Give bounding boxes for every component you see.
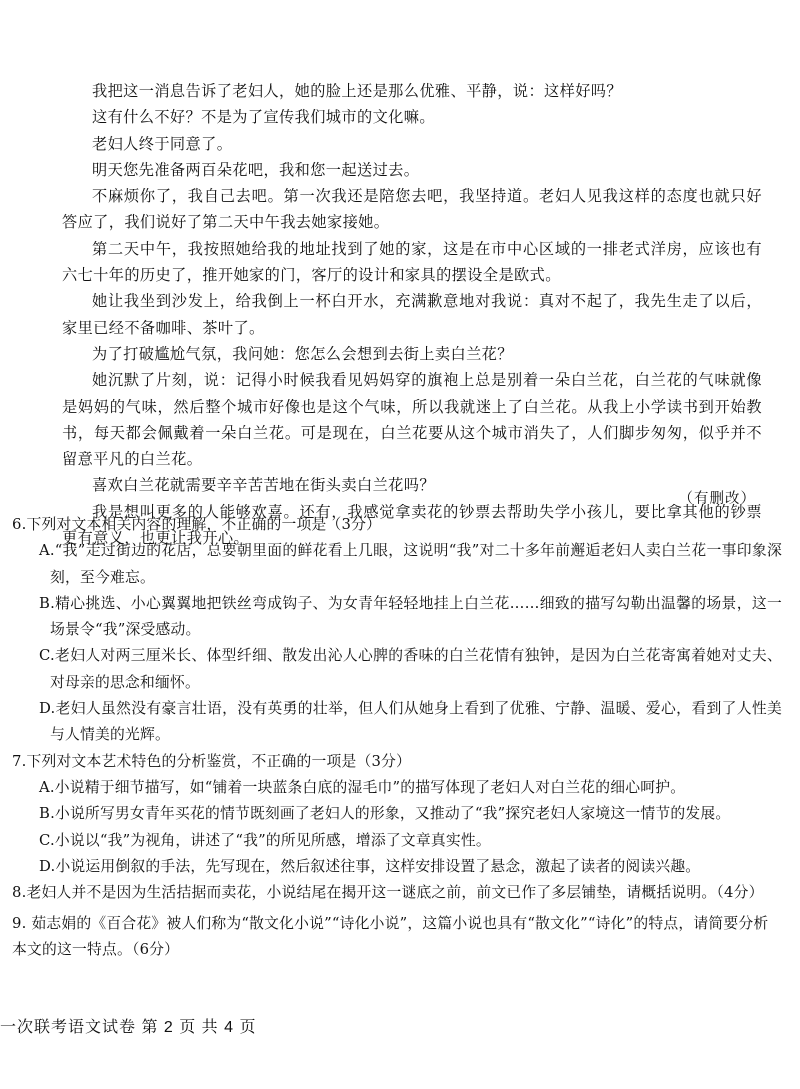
question-stem: 6.下列对文本相关内容的理解，不正确的一项是（3分） [12,516,382,533]
story-paragraph: 这有什么不好？不是为了宣传我们城市的文化嘛。 [92,108,435,127]
question-9 [12,911,782,964]
option-c: C.小说以“我”为视角，讲述了“我”的所见所感，增添了文章真实性。 [39,831,491,849]
question-8 [12,880,782,906]
option-b: B.小说所写男女青年买花的情节既刻画了老妇人的形象，又推动了“我”探究老妇人家境这一情节的发展。 [39,805,731,823]
option-c: C.老妇人对两三厘米长、体型纤细、散发出沁人心脾的香味的白兰花情有独钟，是因为白兰花寄寓着她对丈夫、对母亲的思念和缅怀。 [39,647,782,691]
story-paragraph: 她让我坐到沙发上，给我倒上一杯白开水，充满歉意地对我说：真对不起了，我先生走了以后，家里已经不备咖啡、茶叶了。 [62,292,762,337]
option-a: A.小说精于细节描写，如“铺着一块蓝条白底的湿毛巾”的描写体现了老妇人对白兰花的细心呵护。 [39,778,686,796]
option-d: D.小说运用倒叙的手法，先写现在，然后叙述往事，这样安排设置了悬念，激起了读者的阅读兴趣。 [39,857,701,875]
story-paragraph: 为了打破尴尬气氛，我问她：您怎么会想到去街上卖白兰花？ [92,344,513,363]
source-note: （有删改） [678,491,756,507]
story-paragraph: 第二天中午，我按照她给我的地址找到了她的家，这是在市中心区域的一排老式洋房，应该也有六七十年的历史了，推开她家的门，客厅的设计和家具的摆设全是欧式。 [62,239,762,285]
story-paragraph: 我是想叫更多的人能够欢喜。还有，我感觉拿卖花的钞票去帮助失学小孩儿，要比拿其他的钞票更有意义，也更让我开心。 [62,502,762,548]
question-6 [12,512,782,749]
story-paragraph: 明天您先准备两百朵花吧，我和您一起送过去。 [92,160,420,179]
story-paragraph: 不麻烦你了，我自己去吧。第一次我还是陪您去吧，我坚持道。老妇人见我这样的态度也就只好答应了，我们说好了第二天中午我去她家接她。 [62,187,762,232]
story-paragraph: 她沉默了片刻，说：记得小时候我看见妈妈穿的旗袍上总是别着一朵白兰花，白兰花的气味就像是妈妈的气味，然后整个城市好像也是这个气味，所以我就迷上了白兰花。从我上小学读书到开始教书，每天都会佩戴着一朵白兰花。可是现在，白兰花要从这个城市消失了，人们脚步匆匆，似乎并不留意平凡的白兰花。 [62,371,762,469]
story-paragraph: 喜欢白兰花就需要辛辛苦苦地在街头卖白兰花吗？ [92,476,435,495]
story-excerpt [62,78,762,551]
question-stem: 8.老妇人并不是因为生活拮据而卖花，小说结尾在揭开这一谜底之前，前文已作了多层铺垫，请概括说明。（4分） [12,884,764,902]
question-list [12,512,782,906]
question-stem: 7.下列对文本艺术特色的分析鉴赏，不正确的一项是（3分） [12,752,412,770]
option-b: B.精心挑选、小心翼翼地把铁丝弯成钩子、为女青年轻轻地挂上白兰花……细致的描写勾勒出温馨的场景，这一场景令“我”深受感动。 [39,594,782,639]
question-stem: 9. 茹志娟的《百合花》被人们称为“散文化小说”“诗化小说”，这篇小说也具有“散文化”“诗化”的特点，请简要分析本文的这一特点。（6分） [12,915,769,959]
question-7 [12,749,782,880]
story-paragraph: 老妇人终于同意了。 [92,134,233,153]
page-footer: 一次联考语文试卷 第 2 页 共 4 页 [0,1019,257,1036]
option-d: D.老妇人虽然没有豪言壮语，没有英勇的壮举，但人们从她身上看到了优雅、宁静、温暖、爱心，看到了人性美与人情美的光辉。 [39,700,782,744]
option-a: A.“我”走过街边的花店，总要朝里面的鲜花看上几眼，这说明“我”对二十多年前邂逅老妇人卖白兰花一事印象深刻，至今难忘。 [39,542,782,586]
story-paragraph: 我把这一消息告诉了老妇人，她的脸上还是那么优雅、平静，说：这样好吗？ [92,82,622,100]
